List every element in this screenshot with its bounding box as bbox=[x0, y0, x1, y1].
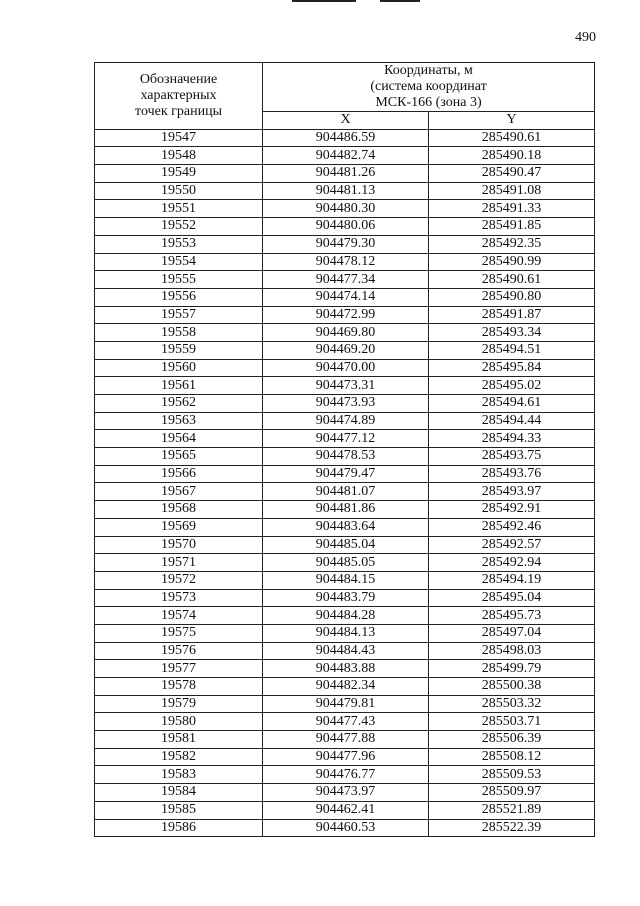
table-row bbox=[95, 678, 595, 696]
x-coordinate-cell: 904483.64 bbox=[263, 518, 429, 536]
x-coordinate-cell: 904480.30 bbox=[263, 200, 429, 218]
y-coordinate-cell: 285494.44 bbox=[429, 412, 595, 430]
point-id-cell: 19560 bbox=[95, 359, 263, 377]
y-coordinate-cell: 285500.38 bbox=[429, 678, 595, 696]
point-id-cell: 19551 bbox=[95, 200, 263, 218]
point-id-cell: 19576 bbox=[95, 642, 263, 660]
coordinates-table bbox=[94, 62, 595, 837]
point-id-cell: 19550 bbox=[95, 182, 263, 200]
point-id-cell: 19554 bbox=[95, 253, 263, 271]
x-coordinate-cell: 904478.12 bbox=[263, 253, 429, 271]
y-coordinate-cell: 285491.87 bbox=[429, 306, 595, 324]
point-id-cell: 19564 bbox=[95, 430, 263, 448]
x-coordinate-cell: 904481.26 bbox=[263, 165, 429, 183]
x-coordinate-cell: 904473.31 bbox=[263, 377, 429, 395]
table-row bbox=[95, 253, 595, 271]
point-id-cell: 19547 bbox=[95, 129, 263, 147]
table-row bbox=[95, 784, 595, 802]
y-coordinate-cell: 285499.79 bbox=[429, 660, 595, 678]
point-id-cell: 19574 bbox=[95, 607, 263, 625]
table-row bbox=[95, 288, 595, 306]
x-coordinate-cell: 904483.79 bbox=[263, 589, 429, 607]
x-coordinate-cell: 904474.89 bbox=[263, 412, 429, 430]
x-coordinate-cell: 904479.30 bbox=[263, 235, 429, 253]
table-row bbox=[95, 200, 595, 218]
x-coordinate-cell: 904476.77 bbox=[263, 766, 429, 784]
x-coordinate-cell: 904478.53 bbox=[263, 448, 429, 466]
x-coordinate-cell: 904484.28 bbox=[263, 607, 429, 625]
x-coordinate-cell: 904469.80 bbox=[263, 324, 429, 342]
y-coordinate-cell: 285494.51 bbox=[429, 341, 595, 359]
x-coordinate-cell: 904482.74 bbox=[263, 147, 429, 165]
x-coordinate-cell: 904481.07 bbox=[263, 483, 429, 501]
y-coordinate-cell: 285492.35 bbox=[429, 235, 595, 253]
y-coordinate-cell: 285490.99 bbox=[429, 253, 595, 271]
x-coordinate-cell: 904484.43 bbox=[263, 642, 429, 660]
x-coordinate-cell: 904473.97 bbox=[263, 784, 429, 802]
point-id-cell: 19573 bbox=[95, 589, 263, 607]
y-coordinate-cell: 285494.61 bbox=[429, 395, 595, 413]
y-coordinate-cell: 285494.33 bbox=[429, 430, 595, 448]
x-coordinate-cell: 904472.99 bbox=[263, 306, 429, 324]
point-id-cell: 19558 bbox=[95, 324, 263, 342]
y-coordinate-cell: 285509.97 bbox=[429, 784, 595, 802]
y-coordinate-cell: 285490.80 bbox=[429, 288, 595, 306]
coordinates-group-header: Координаты, м (система координат МСК-166 (зона 3) bbox=[263, 63, 595, 112]
table-row bbox=[95, 624, 595, 642]
table-row bbox=[95, 430, 595, 448]
y-coordinate-cell: 285495.04 bbox=[429, 589, 595, 607]
table-row bbox=[95, 607, 595, 625]
point-id-cell: 19562 bbox=[95, 395, 263, 413]
table-row bbox=[95, 324, 595, 342]
point-id-cell: 19579 bbox=[95, 695, 263, 713]
point-id-cell: 19549 bbox=[95, 165, 263, 183]
x-coordinate-cell: 904469.20 bbox=[263, 341, 429, 359]
point-id-cell: 19557 bbox=[95, 306, 263, 324]
table-row bbox=[95, 465, 595, 483]
point-id-cell: 19581 bbox=[95, 731, 263, 749]
table-row bbox=[95, 642, 595, 660]
point-id-cell: 19585 bbox=[95, 801, 263, 819]
x-coordinate-cell: 904480.06 bbox=[263, 218, 429, 236]
x-coordinate-cell: 904477.96 bbox=[263, 748, 429, 766]
point-id-cell: 19555 bbox=[95, 271, 263, 289]
table-row bbox=[95, 660, 595, 678]
y-coordinate-cell: 285491.08 bbox=[429, 182, 595, 200]
table-row bbox=[95, 536, 595, 554]
x-coordinate-cell: 904477.12 bbox=[263, 430, 429, 448]
y-coordinate-cell: 285493.97 bbox=[429, 483, 595, 501]
y-coordinate-cell: 285493.34 bbox=[429, 324, 595, 342]
table-row bbox=[95, 766, 595, 784]
table-row bbox=[95, 589, 595, 607]
y-coordinate-cell: 285492.46 bbox=[429, 518, 595, 536]
y-coordinate-cell: 285495.02 bbox=[429, 377, 595, 395]
y-coordinate-cell: 285492.91 bbox=[429, 501, 595, 519]
y-coordinate-cell: 285490.18 bbox=[429, 147, 595, 165]
point-id-cell: 19572 bbox=[95, 571, 263, 589]
table-row bbox=[95, 377, 595, 395]
point-id-cell: 19556 bbox=[95, 288, 263, 306]
point-id-cell: 19570 bbox=[95, 536, 263, 554]
table-row bbox=[95, 448, 595, 466]
y-coordinate-cell: 285492.57 bbox=[429, 536, 595, 554]
table-row bbox=[95, 271, 595, 289]
table-row bbox=[95, 518, 595, 536]
x-coordinate-cell: 904486.59 bbox=[263, 129, 429, 147]
point-id-cell: 19569 bbox=[95, 518, 263, 536]
table-row bbox=[95, 412, 595, 430]
table-header-row bbox=[95, 63, 595, 112]
table-body bbox=[95, 129, 595, 837]
x-coordinate-cell: 904482.34 bbox=[263, 678, 429, 696]
y-coordinate-cell: 285493.76 bbox=[429, 465, 595, 483]
point-id-cell: 19561 bbox=[95, 377, 263, 395]
point-id-cell: 19584 bbox=[95, 784, 263, 802]
x-coordinate-cell: 904484.15 bbox=[263, 571, 429, 589]
table-row bbox=[95, 235, 595, 253]
y-coordinate-cell: 285495.84 bbox=[429, 359, 595, 377]
x-coordinate-cell: 904477.43 bbox=[263, 713, 429, 731]
x-coordinate-cell: 904485.04 bbox=[263, 536, 429, 554]
table-row bbox=[95, 483, 595, 501]
y-coordinate-cell: 285498.03 bbox=[429, 642, 595, 660]
point-id-cell: 19586 bbox=[95, 819, 263, 837]
x-coordinate-cell: 904484.13 bbox=[263, 624, 429, 642]
point-id-cell: 19563 bbox=[95, 412, 263, 430]
point-id-cell: 19582 bbox=[95, 748, 263, 766]
x-coordinate-cell: 904477.34 bbox=[263, 271, 429, 289]
y-coordinate-cell: 285522.39 bbox=[429, 819, 595, 837]
table-row bbox=[95, 713, 595, 731]
point-id-cell: 19580 bbox=[95, 713, 263, 731]
top-rule-mark bbox=[380, 0, 420, 2]
table-row bbox=[95, 801, 595, 819]
y-coordinate-cell: 285503.32 bbox=[429, 695, 595, 713]
x-coordinate-cell: 904481.13 bbox=[263, 182, 429, 200]
y-coordinate-cell: 285495.73 bbox=[429, 607, 595, 625]
table-row bbox=[95, 129, 595, 147]
x-coordinate-cell: 904460.53 bbox=[263, 819, 429, 837]
y-coordinate-cell: 285491.85 bbox=[429, 218, 595, 236]
x-coordinate-cell: 904485.05 bbox=[263, 554, 429, 572]
point-id-cell: 19577 bbox=[95, 660, 263, 678]
table-row bbox=[95, 165, 595, 183]
point-id-cell: 19568 bbox=[95, 501, 263, 519]
y-coordinate-cell: 285490.47 bbox=[429, 165, 595, 183]
y-column-header: Y bbox=[429, 112, 595, 130]
table-row bbox=[95, 695, 595, 713]
point-id-cell: 19548 bbox=[95, 147, 263, 165]
top-rule-mark bbox=[292, 0, 356, 2]
y-coordinate-cell: 285492.94 bbox=[429, 554, 595, 572]
table-row bbox=[95, 571, 595, 589]
table-row bbox=[95, 306, 595, 324]
y-coordinate-cell: 285521.89 bbox=[429, 801, 595, 819]
point-id-cell: 19566 bbox=[95, 465, 263, 483]
point-id-cell: 19553 bbox=[95, 235, 263, 253]
y-coordinate-cell: 285503.71 bbox=[429, 713, 595, 731]
x-coordinate-cell: 904473.93 bbox=[263, 395, 429, 413]
table-row bbox=[95, 218, 595, 236]
x-coordinate-cell: 904479.81 bbox=[263, 695, 429, 713]
y-coordinate-cell: 285506.39 bbox=[429, 731, 595, 749]
page-number: 490 bbox=[575, 30, 596, 45]
y-coordinate-cell: 285491.33 bbox=[429, 200, 595, 218]
point-id-cell: 19583 bbox=[95, 766, 263, 784]
point-column-header: Обозначение характерных точек границы bbox=[95, 63, 263, 130]
y-coordinate-cell: 285490.61 bbox=[429, 129, 595, 147]
x-coordinate-cell: 904462.41 bbox=[263, 801, 429, 819]
table-row bbox=[95, 359, 595, 377]
x-coordinate-cell: 904477.88 bbox=[263, 731, 429, 749]
y-coordinate-cell: 285508.12 bbox=[429, 748, 595, 766]
x-coordinate-cell: 904470.00 bbox=[263, 359, 429, 377]
table-row bbox=[95, 819, 595, 837]
y-coordinate-cell: 285494.19 bbox=[429, 571, 595, 589]
point-id-cell: 19552 bbox=[95, 218, 263, 236]
x-coordinate-cell: 904474.14 bbox=[263, 288, 429, 306]
table-row bbox=[95, 554, 595, 572]
y-coordinate-cell: 285497.04 bbox=[429, 624, 595, 642]
point-id-cell: 19567 bbox=[95, 483, 263, 501]
point-id-cell: 19559 bbox=[95, 341, 263, 359]
x-coordinate-cell: 904479.47 bbox=[263, 465, 429, 483]
y-coordinate-cell: 285509.53 bbox=[429, 766, 595, 784]
table-row bbox=[95, 341, 595, 359]
table-row bbox=[95, 395, 595, 413]
table-row bbox=[95, 182, 595, 200]
y-coordinate-cell: 285493.75 bbox=[429, 448, 595, 466]
point-id-cell: 19575 bbox=[95, 624, 263, 642]
x-column-header: X bbox=[263, 112, 429, 130]
table-row bbox=[95, 731, 595, 749]
x-coordinate-cell: 904483.88 bbox=[263, 660, 429, 678]
y-coordinate-cell: 285490.61 bbox=[429, 271, 595, 289]
table-row bbox=[95, 501, 595, 519]
point-id-cell: 19571 bbox=[95, 554, 263, 572]
x-coordinate-cell: 904481.86 bbox=[263, 501, 429, 519]
table-row bbox=[95, 748, 595, 766]
point-id-cell: 19565 bbox=[95, 448, 263, 466]
point-id-cell: 19578 bbox=[95, 678, 263, 696]
table-row bbox=[95, 147, 595, 165]
